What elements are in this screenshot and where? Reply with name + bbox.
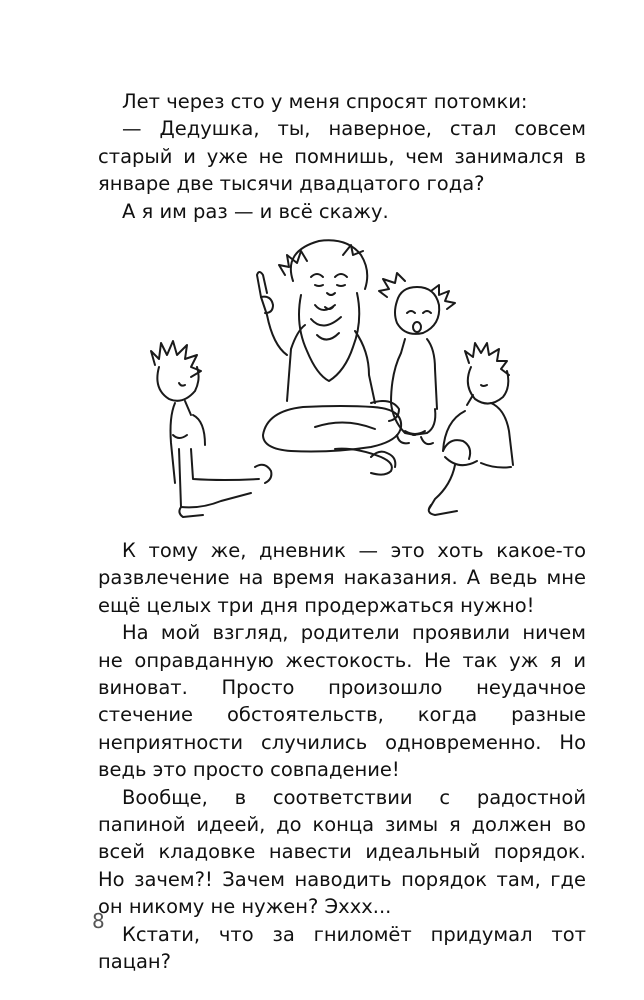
text-block-bottom bbox=[98, 537, 586, 976]
paragraph: К тому же, дневник — это хоть какое-то развлечение на время наказания. А ведь мне ещё целых три дня продержаться нужно! bbox=[98, 539, 586, 617]
paragraph: Лет через сто у меня спросят потомки: bbox=[122, 90, 528, 113]
paragraph: Кстати, что за гниломёт придумал тот пацан? bbox=[98, 922, 586, 974]
paragraph: На мой взгляд, родители проявили ничем не оправданную жестокость. Не так уж я и виноват. Просто произошло неудачное стечение обстоятельств, когда разные неприятности случились одновременно. Но ведь это просто совпадение! bbox=[98, 621, 586, 782]
right-boy-figure bbox=[429, 343, 513, 515]
page-number: 8 bbox=[92, 909, 105, 933]
text-block-top bbox=[98, 88, 586, 225]
girl-figure bbox=[379, 273, 455, 444]
paragraph: — Дедушка, ты, наверное, стал совсем старый и уже не помнишь, чем занимался в январе две тысячи двадцатого года? bbox=[98, 117, 586, 196]
paragraph: Вообще, в соответствии с радостной папиной идеей, до конца зимы я должен во всей кладовке навести идеальный порядок. Но зачем?! Зачем наводить порядок там, где он никому не нужен? Эххх... bbox=[98, 785, 586, 919]
left-boy-figure bbox=[151, 341, 271, 517]
paragraph: А я им раз — и всё скажу. bbox=[122, 199, 389, 223]
grandfather-telling-children-icon bbox=[135, 235, 530, 525]
grandfather-figure bbox=[257, 240, 401, 474]
